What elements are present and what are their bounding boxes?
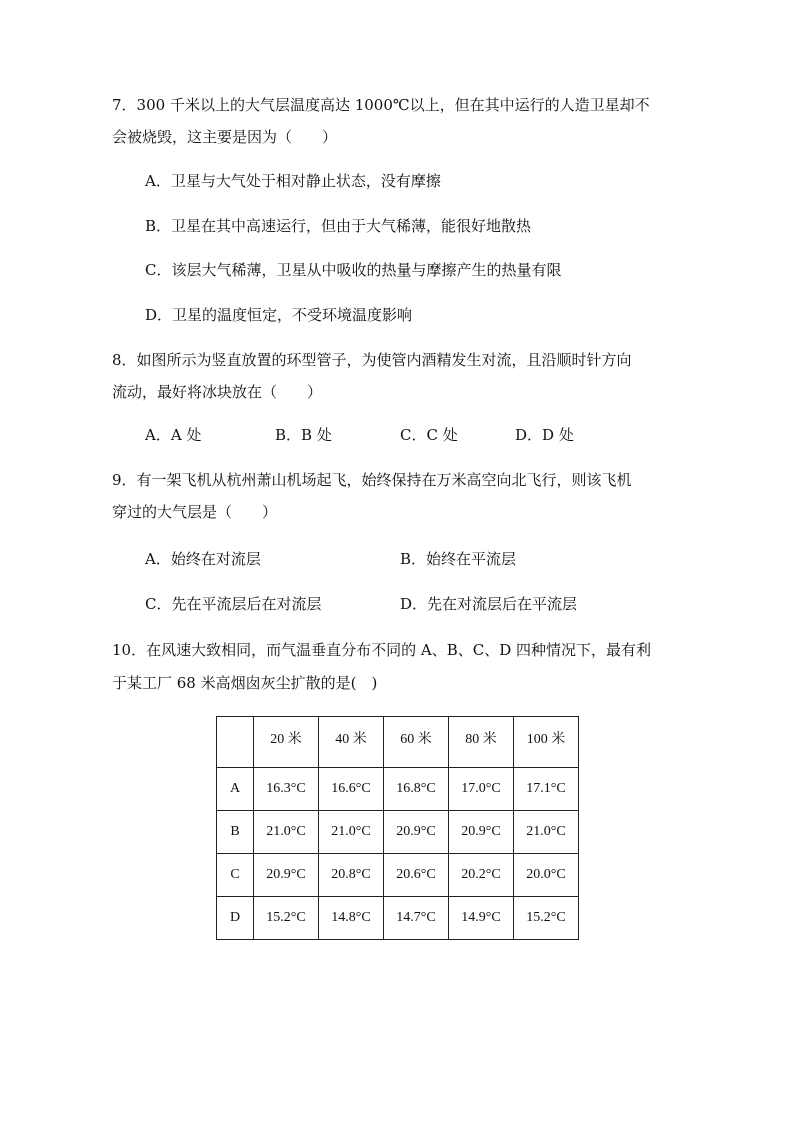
question-7-option-a: A．卫星与大气处于相对静止状态，没有摩擦 (145, 172, 441, 190)
table-header-cell: 40 米 (319, 717, 384, 768)
table-row (217, 811, 579, 854)
table-row (217, 854, 579, 897)
question-9-line-2: 穿过的大气层是（ ） (112, 503, 278, 521)
table-cell: D (217, 897, 254, 940)
question-7-option-c: C．该层大气稀薄，卫星从中吸收的热量与摩擦产生的热量有限 (145, 261, 562, 279)
table-cell: 17.0°C (449, 768, 514, 811)
table-cell: C (217, 854, 254, 897)
table-header-cell: 60 米 (384, 717, 449, 768)
table-cell: 16.3°C (254, 768, 319, 811)
question-9-option-d: D．先在对流层后在平流层 (400, 595, 578, 613)
table-row (217, 768, 579, 811)
question-9-option-b: B．始终在平流层 (400, 550, 517, 568)
table-cell: 15.2°C (254, 897, 319, 940)
question-9-option-c: C．先在平流层后在对流层 (145, 595, 322, 613)
table-cell: 20.9°C (254, 854, 319, 897)
table-cell: 15.2°C (514, 897, 579, 940)
table-cell: 20.0°C (514, 854, 579, 897)
table-header-cell: 100 米 (514, 717, 579, 768)
question-8-line-2: 流动，最好将冰块放在（ ） (112, 383, 323, 401)
table-cell: 21.0°C (254, 811, 319, 854)
question-9-option-a: A．始终在对流层 (145, 550, 261, 568)
table-cell: 21.0°C (514, 811, 579, 854)
temperature-table (216, 716, 579, 940)
table-header-cell (217, 717, 254, 768)
table-cell: 20.9°C (384, 811, 449, 854)
table-cell: 20.9°C (449, 811, 514, 854)
question-10-line-1: 10．在风速大致相同，而气温垂直分布不同的 A、B、C、D 四种情况下，最有利 (112, 641, 651, 659)
table-cell: 16.8°C (384, 768, 449, 811)
table-cell: 20.6°C (384, 854, 449, 897)
table-cell: 21.0°C (319, 811, 384, 854)
table-header-cell: 20 米 (254, 717, 319, 768)
table-cell: 17.1°C (514, 768, 579, 811)
table-cell: 14.8°C (319, 897, 384, 940)
question-7-option-d: D．卫星的温度恒定，不受环境温度影响 (145, 306, 413, 324)
question-7-line-1: 7．300 千米以上的大气层温度高达 1000℃以上，但在其中运行的人造卫星却不 (112, 96, 650, 114)
question-7-line-2: 会被烧毁，这主要是因为（ ） (112, 128, 338, 146)
table-cell: 16.6°C (319, 768, 384, 811)
question-8-option-a: A．A 处 (145, 426, 202, 444)
table-cell: 20.8°C (319, 854, 384, 897)
question-9-line-1: 9．有一架飞机从杭州萧山机场起飞，始终保持在万米高空向北飞行，则该飞机 (112, 471, 632, 489)
table-cell: 14.7°C (384, 897, 449, 940)
question-8-option-b: B．B 处 (275, 426, 332, 444)
table-row (217, 897, 579, 940)
table-cell: 14.9°C (449, 897, 514, 940)
question-10-line-2: 于某工厂 68 米高烟囱灰尘扩散的是( ) (112, 674, 378, 692)
question-8-option-c: C．C 处 (400, 426, 458, 444)
question-8-option-d: D．D 处 (515, 426, 574, 444)
table-header-cell: 80 米 (449, 717, 514, 768)
table-cell: A (217, 768, 254, 811)
table-cell: B (217, 811, 254, 854)
table-cell: 20.2°C (449, 854, 514, 897)
question-7-option-b: B．卫星在其中高速运行，但由于大气稀薄，能很好地散热 (145, 217, 532, 235)
question-8-line-1: 8．如图所示为竖直放置的环型管子，为使管内酒精发生对流，且沿顺时针方向 (112, 351, 632, 369)
table-header-row (217, 717, 579, 768)
